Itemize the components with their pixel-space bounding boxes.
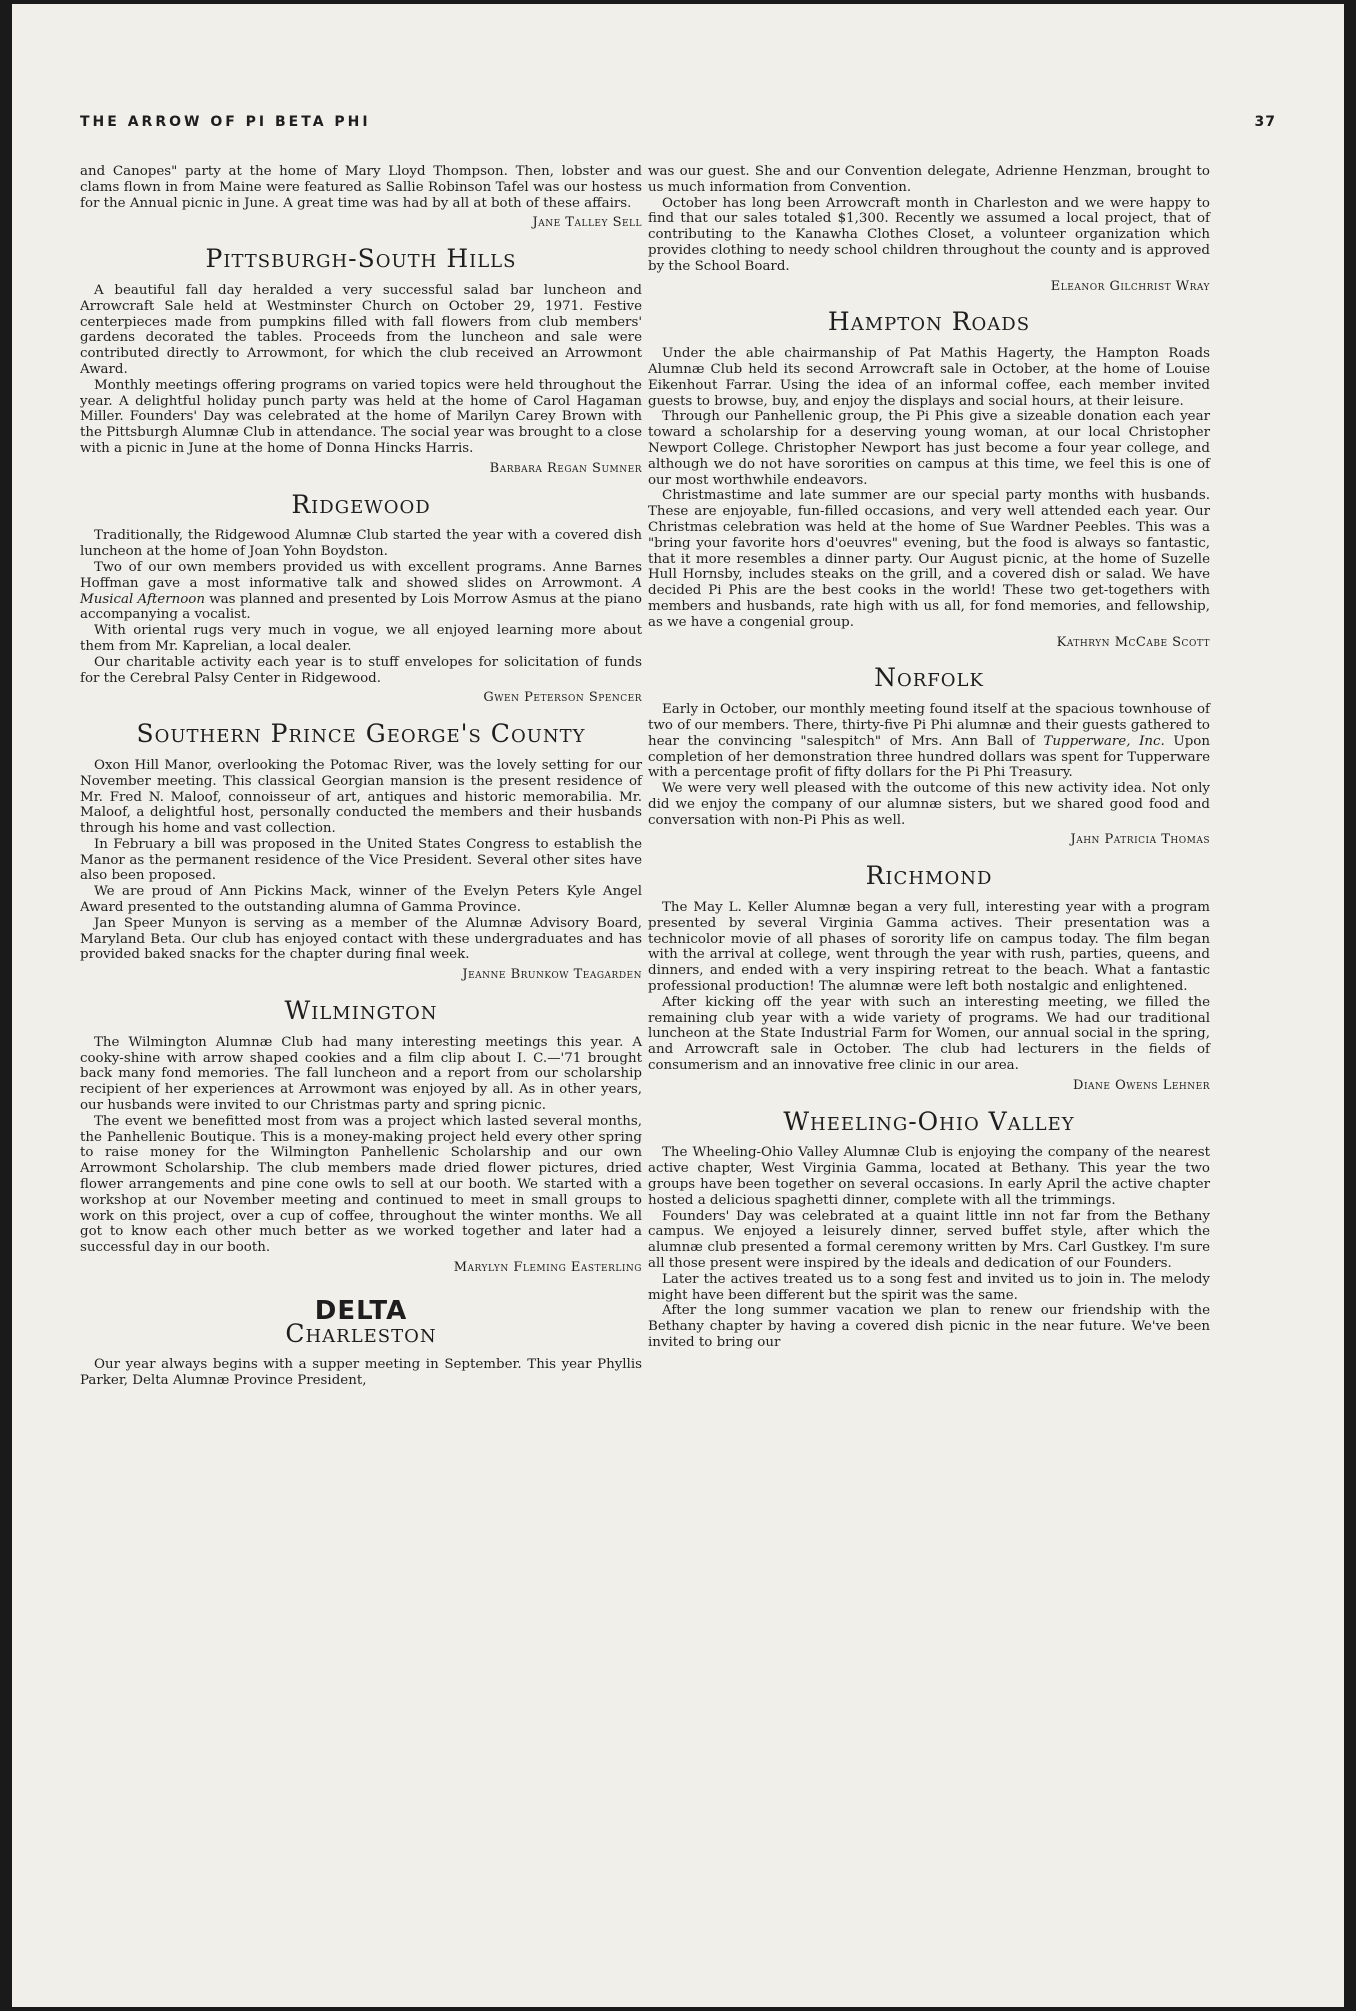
- text-run: Two of our own members provided us with excellent programs. Anne Barnes Hoffman gave a most informative talk and showed slides on Arrowmont.: [80, 559, 642, 591]
- signature: Kathryn McCabe Scott: [1056, 634, 1210, 650]
- wilmington-report: [80, 996, 642, 1276]
- chapter-heading: Norfolk: [874, 663, 984, 693]
- signature: Marylyn Fleming Easterling: [453, 1260, 642, 1276]
- pittsburgh-south-hills-report: [80, 244, 642, 476]
- southern-prince-georges-report: [80, 719, 642, 983]
- ridgewood-report: [80, 489, 642, 707]
- magazine-page: [12, 4, 1344, 2007]
- norfolk-report: [648, 663, 1210, 848]
- intro-report: [80, 164, 642, 231]
- signature: Eleanor Gilchrist Wray: [1050, 278, 1210, 294]
- chapter-heading: Charleston: [285, 1318, 437, 1348]
- paragraph: [648, 702, 1210, 781]
- brand-name: Tupperware, Inc.: [1043, 733, 1165, 749]
- text-run: Early in October, our monthly meeting found itself at the spacious townhouse of two of our members. There, thirty-five Pi Phi alumnæ and their guests gathered to hear the convincing "salespitch" of Mrs. Ann Ball of: [648, 702, 1210, 749]
- paragraph: Oxon Hill Manor, overlooking the Potomac River, was the lovely setting for our November meeting. This classical Georgian mansion is the present residence of Mr. Fred N. Maloof, connoisseur of art, antiques and historic memorabilia. Mr. Maloof, a delightful host, personally conducted the members and their husbands through his home and vast collection.: [80, 757, 642, 837]
- text-run: was planned and presented by Lois Morrow Asmus at the piano accompanying a vocalist.: [80, 591, 642, 623]
- program-title: A Musical Afternoon: [80, 575, 642, 607]
- paragraph: Our charitable activity each year is to stuff envelopes for solicitation of funds for the Cerebral Palsy Center in Ridgewood.: [80, 654, 642, 686]
- richmond-report: [648, 861, 1210, 1093]
- paragraph: Our year always begins with a supper meeting in September. This year Phyllis Parker, Delta Alumnæ Province President,: [80, 1357, 642, 1389]
- paragraph: The Wilmington Alumnæ Club had many interesting meetings this year. A cooky-shine with arrow shaped cookies and a film clip about I. C.—'71 brought back many fond memories. The fall luncheon and a report from our scholarship recipient of her experiences at Arrowmont was enjoyed by all. As in other years, our husbands were invited to our Christmas party and spring picnic.: [80, 1034, 642, 1114]
- chapter-heading: Ridgewood: [291, 489, 431, 519]
- paragraph: The event we benefitted most from was a project which lasted several months, the Panhellenic Boutique. This is a money-making project held every other spring to raise money for the Wilmington Panhellenic Scholarship and our own Arrowmont Scholarship. The club members made dried flower pictures, dried flower arrangements and pine cone owls to sell at our booth. We started with a workshop at our November meeting and continued to meet in small groups to work on this project, over a cup of coffee, throughout the winter months. We all got to know each other much better as we worked together and later had a successful day in our booth.: [80, 1113, 642, 1256]
- signature: Jeanne Brunkow Teagarden: [462, 967, 642, 983]
- delta-province: [80, 1295, 642, 1389]
- signature: Jane Talley Sell: [532, 215, 642, 231]
- chapter-heading: Southern Prince George's County: [136, 719, 586, 749]
- paragraph: was our guest. She and our Convention delegate, Adrienne Henzman, brought to us much information from Convention.: [648, 164, 1210, 195]
- paragraph: After the long summer vacation we plan to renew our friendship with the Bethany chapter by having a covered dish picnic in the near future. We've been invited to bring our: [648, 1303, 1210, 1350]
- paragraph: [80, 560, 642, 623]
- chapter-heading: Hampton Roads: [827, 307, 1031, 337]
- paragraph: Under the able chairmanship of Pat Mathis Hagerty, the Hampton Roads Alumnæ Club held its second Arrowcraft sale in October, at the home of Louise Eikenhout Farrar. Using the idea of an informal coffee, each member invited guests to browse, buy, and enjoy the displays and social hours, at their leisure.: [648, 346, 1210, 409]
- paragraph: After kicking off the year with such an interesting meeting, we filled the remaining club year with a wide variety of programs. We had our traditional luncheon at the State Industrial Farm for Women, our annual social in the spring, and Arrowcraft sale in October. The club had lecturers in the fields of consumerism and an innovative free clinic in our area.: [648, 994, 1210, 1074]
- paragraph: Monthly meetings offering programs on varied topics were held throughout the year. A delightful holiday punch party was held at the home of Carol Hagaman Miller. Founders' Day was celebrated at the home of Marilyn Carey Brown with the Pittsburgh Alumnæ Club in attendance. The social year was brought to a close with a picnic in June at the home of Donna Hincks Harris.: [80, 377, 642, 456]
- publication-title: THE ARROW OF PI BETA PHI: [80, 114, 371, 130]
- left-column: [80, 164, 642, 1389]
- charleston-report-continued: [648, 164, 1210, 294]
- chapter-heading: Pittsburgh-South Hills: [205, 244, 517, 274]
- signature: Gwen Peterson Spencer: [483, 690, 642, 706]
- running-head: [80, 114, 1276, 134]
- paragraph: Traditionally, the Ridgewood Alumnæ Club started the year with a covered dish luncheon at the home of Joan Yohn Boydston.: [80, 528, 642, 560]
- chapter-heading: Richmond: [865, 861, 993, 891]
- paragraph: Through our Panhellenic group, the Pi Phis give a sizeable donation each year toward a scholarship for a deserving young woman, at our local Christopher Newport College. Christopher Newport has just become a four year college, and although we do not have sororities on campus at this time, we feel this is one of our most worthwhile endeavors.: [648, 409, 1210, 488]
- paragraph: Later the actives treated us to a song fest and invited us to join in. The melody might have been different but the spirit was the same.: [648, 1271, 1210, 1303]
- paragraph: With oriental rugs very much in vogue, we all enjoyed learning more about them from Mr. Kaprelian, a local dealer.: [80, 623, 642, 654]
- paragraph: Christmastime and late summer are our special party months with husbands. These are enjoyable, fun-filled occasions, and very well attended each year. Our Christmas celebration was held at the home of Sue Wardner Peebles. This was a "bring your favorite hors d'oeuvres" evening, but the food is always so fantastic, that it more resembles a dinner party. Our August picnic, at the home of Suzelle Hull Hornsby, includes steaks on the grill, and a covered dish or salad. We have decided Pi Phis are the best cooks in the world! These two get-togethers with members and husbands, rate high with us all, for fond memories, and fellowship, as we have a congenial group.: [648, 488, 1210, 630]
- right-column: [648, 164, 1210, 1351]
- paragraph: The May L. Keller Alumnæ began a very full, interesting year with a program presented by several Virginia Gamma actives. Their presentation was a technicolor movie of all phases of sorority life on campus today. The film began with the arrival at college, went through the year with rush, parties, queens, and dinners, and ended with a very inspiring retreat to the beach. What a fantastic professional production! The alumnæ were left both nostalgic and enlightened.: [648, 900, 1210, 995]
- paragraph: We were very well pleased with the outcome of this new activity idea. Not only did we enjoy the company of our alumnæ sisters, but we shared good food and conversation with non-Pi Phis as well.: [648, 781, 1210, 828]
- chapter-heading: Wilmington: [284, 996, 438, 1026]
- paragraph: and Canopes" party at the home of Mary Lloyd Thompson. Then, lobster and clams flown in from Maine were featured as Sallie Robinson Tafel was our hostess for the Annual picnic in June. A great time was had by all at both of these affairs.: [80, 164, 642, 211]
- page-number: 37: [1254, 114, 1276, 130]
- paragraph: In February a bill was proposed in the United States Congress to establish the Manor as the permanent residence of the Vice President. Several other sites have also been proposed.: [80, 836, 642, 884]
- chapter-heading: Wheeling-Ohio Valley: [783, 1106, 1075, 1136]
- hampton-roads-report: [648, 307, 1210, 650]
- text-run: Upon completion of her demonstration three hundred dollars was spent for Tupperware with a percentage profit of fifty dollars for the Pi Phi Treasury.: [648, 733, 1210, 781]
- paragraph: Founders' Day was celebrated at a quaint little inn not far from the Bethany campus. We enjoyed a leisurely dinner, served buffet style, after which the alumnæ club presented a formal ceremony written by Mrs. Carl Gustkey. I'm sure all those present were inspired by the ideals and dedication of our Founders.: [648, 1208, 1210, 1272]
- paragraph: Jan Speer Munyon is serving as a member of the Alumnæ Advisory Board, Maryland Beta. Our club has enjoyed contact with these undergraduates and has provided baked snacks for the chapter during final week.: [80, 915, 642, 963]
- signature: Diane Owens Lehner: [1073, 1077, 1210, 1093]
- paragraph: We are proud of Ann Pickins Mack, winner of the Evelyn Peters Kyle Angel Award presented to the outstanding alumna of Gamma Province.: [80, 884, 642, 916]
- wheeling-ohio-valley-report: [648, 1106, 1210, 1351]
- signature: Jahn Patricia Thomas: [1070, 832, 1210, 848]
- paragraph: The Wheeling-Ohio Valley Alumnæ Club is enjoying the company of the nearest active chapter, West Virginia Gamma, located at Bethany. This year the two groups have been together on several occasions. In early April the active chapter hosted a delicious spaghetti dinner, complete with all the trimmings.: [648, 1145, 1210, 1208]
- paragraph: October has long been Arrowcraft month in Charleston and we were happy to find that our sales totaled $1,300. Recently we assumed a local project, that of contributing to the Kanawha Clothes Closet, a volunteer organization which provides clothing to needy school children throughout the county and is approved by the School Board.: [648, 195, 1210, 274]
- province-heading: DELTA: [314, 1295, 408, 1326]
- signature: Barbara Regan Sumner: [489, 460, 642, 476]
- paragraph: A beautiful fall day heralded a very successful salad bar luncheon and Arrowcraft Sale held at Westminster Church on October 29, 1971. Festive centerpieces made from pumpkins filled with fall flowers from club members' gardens decorated the tables. Proceeds from the luncheon and sale were contributed directly to Arrowmont, for which the club received an Arrowmont Award.: [80, 282, 642, 377]
